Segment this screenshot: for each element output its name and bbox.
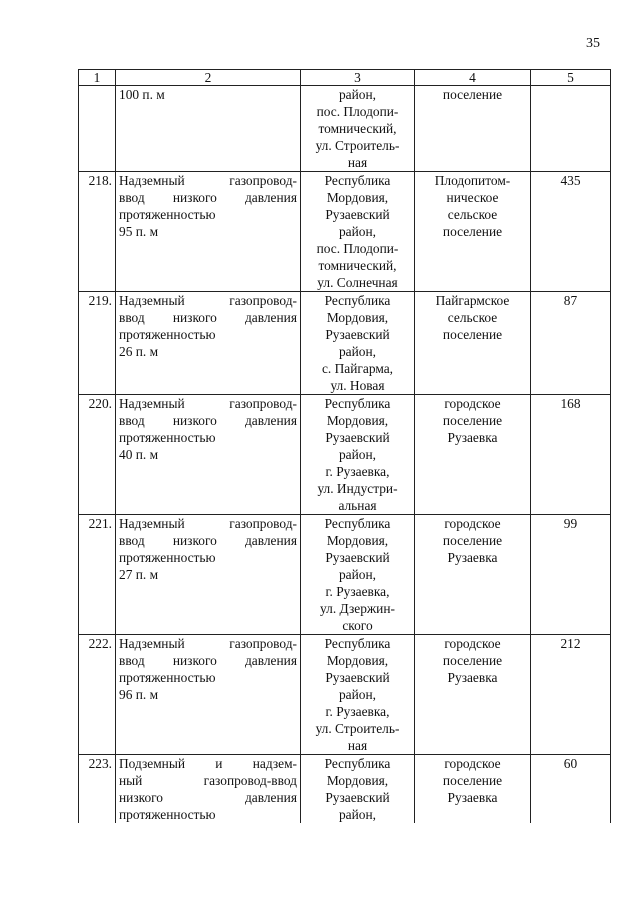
settlement-cell <box>415 395 531 515</box>
address-line: ная <box>347 738 368 753</box>
settlement-line: поселение <box>442 653 503 668</box>
pipeline-length: 96 п. м <box>119 687 159 702</box>
value-cell: 87 <box>531 292 611 395</box>
table-row <box>79 755 611 824</box>
row-number: 221. <box>79 515 116 635</box>
object-name-line: протяженностью <box>119 550 216 565</box>
address-line: Республика <box>324 516 391 531</box>
address-line: ул. Солнечная <box>317 275 398 290</box>
address-line: Республика <box>324 756 391 771</box>
address-line: район, <box>338 807 376 822</box>
settlement-line: Рузаевка <box>447 790 498 805</box>
settlement-line: Пайгармское <box>435 293 510 308</box>
address-line: ул. Строитель- <box>315 721 400 736</box>
object-name-cell <box>116 86 301 172</box>
settlement-line: поселение <box>442 87 503 102</box>
table-row <box>79 292 611 395</box>
address-line: томнический, <box>318 121 397 136</box>
settlement-cell <box>415 292 531 395</box>
settlement-cell <box>415 172 531 292</box>
address-cell <box>301 86 415 172</box>
object-name-line: ввод низкого давления <box>119 310 297 325</box>
address-line: Мордовия, <box>326 190 389 205</box>
page-number: 35 <box>586 36 600 51</box>
address-cell <box>301 755 415 824</box>
object-name-cell <box>116 515 301 635</box>
settlement-cell <box>415 515 531 635</box>
pipeline-length: 100 п. м <box>119 87 165 102</box>
address-line: Мордовия, <box>326 773 389 788</box>
gas-pipeline-table <box>78 69 611 823</box>
object-name-line: Надземный газопровод- <box>119 396 297 411</box>
settlement-line: Плодопитом- <box>434 173 511 188</box>
address-line: Республика <box>324 293 391 308</box>
object-name-line: протяженностью <box>119 207 216 222</box>
settlement-line: сельское <box>447 207 498 222</box>
object-name-line: Надземный газопровод- <box>119 173 297 188</box>
table-row <box>79 86 611 172</box>
address-line: ского <box>342 618 373 633</box>
row-number: 220. <box>79 395 116 515</box>
object-name-line: Подземный и надзем- <box>119 756 297 771</box>
address-line: ная <box>347 155 368 170</box>
object-name-cell <box>116 395 301 515</box>
value-cell <box>531 86 611 172</box>
address-line: пос. Плодопи- <box>316 104 399 119</box>
value-cell: 212 <box>531 635 611 755</box>
address-line: томнический, <box>318 258 397 273</box>
object-name-line: протяженностью <box>119 670 216 685</box>
address-line: район, <box>338 447 376 462</box>
settlement-line: городское <box>444 756 501 771</box>
address-line: ул. Индустри- <box>317 481 398 496</box>
address-line: Рузаевский <box>325 207 390 222</box>
address-line: Рузаевский <box>325 430 390 445</box>
object-name-line: низкого давления <box>119 790 297 805</box>
header-col-3: 3 <box>301 70 415 86</box>
object-name-line: Надземный газопровод- <box>119 293 297 308</box>
address-line: Республика <box>324 173 391 188</box>
settlement-cell <box>415 755 531 824</box>
object-name-line: Надземный газопровод- <box>119 516 297 531</box>
address-line: Рузаевский <box>325 790 390 805</box>
pipeline-length: 95 п. м <box>119 224 159 239</box>
settlement-line: Рузаевка <box>447 550 498 565</box>
header-col-2: 2 <box>116 70 301 86</box>
address-line: ул. Строитель- <box>315 138 400 153</box>
address-line: Мордовия, <box>326 413 389 428</box>
address-cell <box>301 515 415 635</box>
row-number <box>79 86 116 172</box>
settlement-line: сельское <box>447 310 498 325</box>
header-col-1: 1 <box>79 70 116 86</box>
address-line: Рузаевский <box>325 327 390 342</box>
settlement-line: городское <box>444 396 501 411</box>
header-row <box>79 70 611 86</box>
object-name-line: ввод низкого давления <box>119 413 297 428</box>
address-line: ул. Дзержин- <box>320 601 395 616</box>
header-col-5: 5 <box>531 70 611 86</box>
address-line: Мордовия, <box>326 653 389 668</box>
object-name-cell <box>116 292 301 395</box>
address-line: альная <box>338 498 377 513</box>
row-number: 223. <box>79 755 116 824</box>
object-name-line: протяженностью <box>119 327 216 342</box>
address-line: район, <box>338 87 376 102</box>
address-line: г. Рузаевка, <box>325 464 390 479</box>
address-line: г. Рузаевка, <box>325 704 390 719</box>
settlement-line: поселение <box>442 533 503 548</box>
address-line: ул. Новая <box>330 378 385 393</box>
address-line: Рузаевский <box>325 550 390 565</box>
value-cell: 60 <box>531 755 611 824</box>
pipeline-length: 40 п. м <box>119 447 159 462</box>
address-line: район, <box>338 224 376 239</box>
value-cell: 99 <box>531 515 611 635</box>
pipeline-length: 26 п. м <box>119 344 159 359</box>
address-line: район, <box>338 344 376 359</box>
row-number: 219. <box>79 292 116 395</box>
address-cell <box>301 635 415 755</box>
object-name-cell <box>116 635 301 755</box>
settlement-cell <box>415 635 531 755</box>
value-cell: 435 <box>531 172 611 292</box>
object-name-line: ввод низкого давления <box>119 653 297 668</box>
address-line: район, <box>338 567 376 582</box>
settlement-line: поселение <box>442 224 503 239</box>
address-line: Мордовия, <box>326 310 389 325</box>
row-number: 218. <box>79 172 116 292</box>
object-name-line: протяженностью <box>119 430 216 445</box>
object-name-line: Надземный газопровод- <box>119 636 297 651</box>
object-name-line: ввод низкого давления <box>119 190 297 205</box>
object-name-cell <box>116 755 301 824</box>
header-col-4: 4 <box>415 70 531 86</box>
settlement-line: Рузаевка <box>447 430 498 445</box>
settlement-line: поселение <box>442 773 503 788</box>
address-line: Республика <box>324 396 391 411</box>
table-row <box>79 172 611 292</box>
address-line: пос. Плодопи- <box>316 241 399 256</box>
settlement-line: ническое <box>446 190 499 205</box>
settlement-cell <box>415 86 531 172</box>
object-name-line: ввод низкого давления <box>119 533 297 548</box>
value-cell: 168 <box>531 395 611 515</box>
table-row <box>79 635 611 755</box>
address-line: Республика <box>324 636 391 651</box>
address-line: район, <box>338 687 376 702</box>
object-name-cell <box>116 172 301 292</box>
address-line: Рузаевский <box>325 670 390 685</box>
object-name-line: ный газопровод-ввод <box>119 773 297 788</box>
row-number: 222. <box>79 635 116 755</box>
settlement-line: поселение <box>442 327 503 342</box>
object-name-line: протяженностью <box>119 807 216 822</box>
address-cell <box>301 395 415 515</box>
settlement-line: поселение <box>442 413 503 428</box>
address-line: г. Рузаевка, <box>325 584 390 599</box>
address-line: Мордовия, <box>326 533 389 548</box>
table-row <box>79 515 611 635</box>
address-cell <box>301 292 415 395</box>
table-row <box>79 395 611 515</box>
address-line: с. Пайгарма, <box>321 361 394 376</box>
pipeline-length: 27 п. м <box>119 567 159 582</box>
address-cell <box>301 172 415 292</box>
settlement-line: Рузаевка <box>447 670 498 685</box>
settlement-line: городское <box>444 636 501 651</box>
settlement-line: городское <box>444 516 501 531</box>
